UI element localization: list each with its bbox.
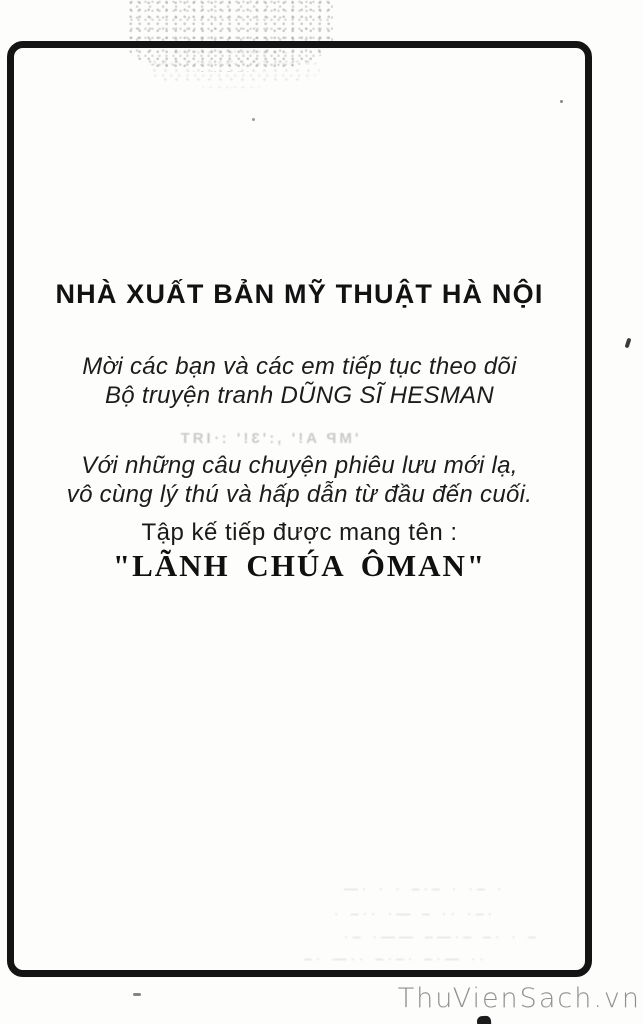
print-through-smudge-bottom-1: · –· · –·– · · ·— [340,880,502,896]
site-watermark: ThuVienSach.vn [397,983,641,1014]
print-through-smudge-bottom-2: ·–· ·· – —· ··– · [330,905,493,921]
stray-dash-below-frame [133,993,141,996]
print-through-smudge-bottom-3: – · ·– –·—– ——· –· [340,928,536,944]
invitation-line-1: Mời các bạn và các em tiếp tục theo dõi [82,353,517,380]
description-line-2: vô cùng lý thú và hấp dẫn từ đầu đến cuối. [66,481,533,508]
next-volume-intro: Tập kế tiếp được mang tên : [141,519,458,546]
description-line-1: Với những câu chuyện phiêu lưu mới lạ, [81,452,518,479]
print-through-smudge-middle: 'MP A!' ,:'3!' :·IЯT [177,430,359,447]
stray-ink-mark-bottom-center [477,1016,492,1024]
page-border-frame [7,41,592,977]
stray-dot-right [560,100,563,103]
next-volume-title: "LÃNH CHÚA ÔMAN" [112,548,487,583]
publisher-heading: NHÀ XUẤT BẢN MỸ THUẬT HÀ NỘI [55,279,544,309]
print-through-smudge-bottom-4: ·· —·– ·–·– ··— ·– [300,950,484,966]
stray-ink-mark-right [625,338,632,349]
stray-dot-left [252,118,255,121]
invitation-line-2: Bộ truyện tranh DŨNG SĨ HESMAN [104,382,495,409]
